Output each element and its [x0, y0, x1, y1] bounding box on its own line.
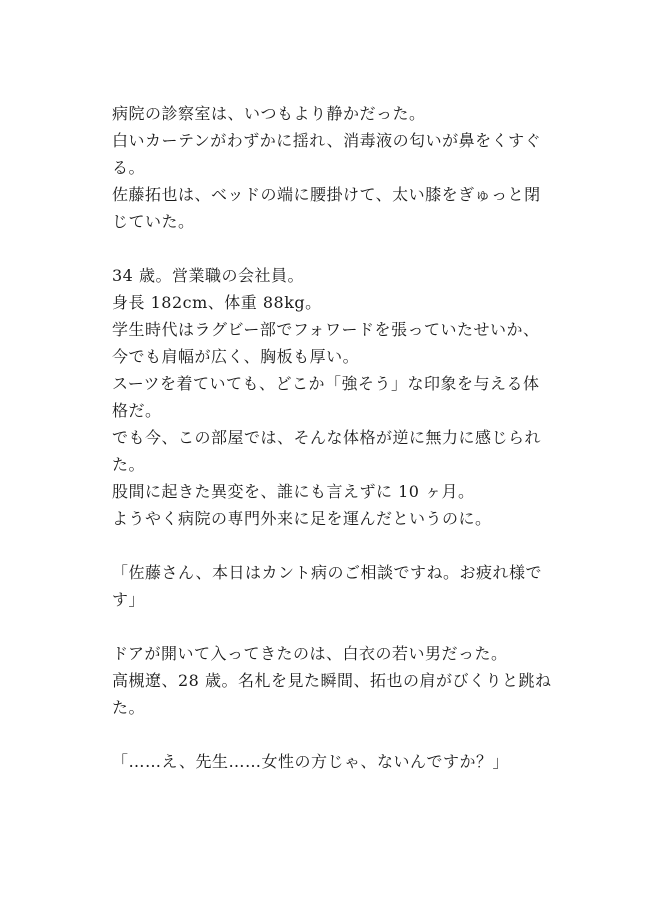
dialogue-paragraph: 「……え、先生……女性の方じゃ、ないんですか？」: [112, 752, 509, 771]
paragraph: 学生時代はラグビー部でフォワードを張っていたせいか、今でも肩幅が広く、胸板も厚い。: [112, 320, 540, 366]
paragraph: スーツを着ていても、どこか「強そう」な印象を与える体格だ。: [112, 374, 540, 420]
paragraph-gap: [112, 721, 552, 748]
paragraph: 34 歳。営業職の会社員。: [112, 266, 304, 285]
paragraph-gap: [112, 532, 552, 559]
paragraph: ドアが開いて入ってきたのは、白衣の若い男だった。: [112, 644, 508, 663]
paragraph: 身長 182cm、体重 88kg。: [112, 293, 322, 312]
paragraph: 佐藤拓也は、ベッドの端に腰掛けて、太い膝をぎゅっと閉じていた。: [112, 185, 541, 231]
paragraph: 白いカーテンがわずかに揺れ、消毒液の匂いが鼻をくすぐる。: [112, 131, 542, 177]
paragraph: 股間に起きた異変を、誰にも言えずに 10 ヶ月。: [112, 482, 475, 501]
paragraph: ようやく病院の専門外来に足を運んだというのに。: [112, 509, 492, 528]
paragraph-gap: [112, 235, 552, 262]
paragraph-gap: [112, 613, 552, 640]
paragraph: 病院の診察室は、いつもより静かだった。: [112, 104, 426, 123]
paragraph: 高槻遼、28 歳。名札を見た瞬間、拓也の肩がびくりと跳ねた。: [112, 671, 552, 717]
dialogue-paragraph: 「佐藤さん、本日はカント病のご相談ですね。お疲れ様です」: [112, 563, 542, 609]
paragraph: でも今、この部屋では、そんな体格が逆に無力に感じられた。: [112, 428, 542, 474]
story-text: [112, 100, 552, 775]
